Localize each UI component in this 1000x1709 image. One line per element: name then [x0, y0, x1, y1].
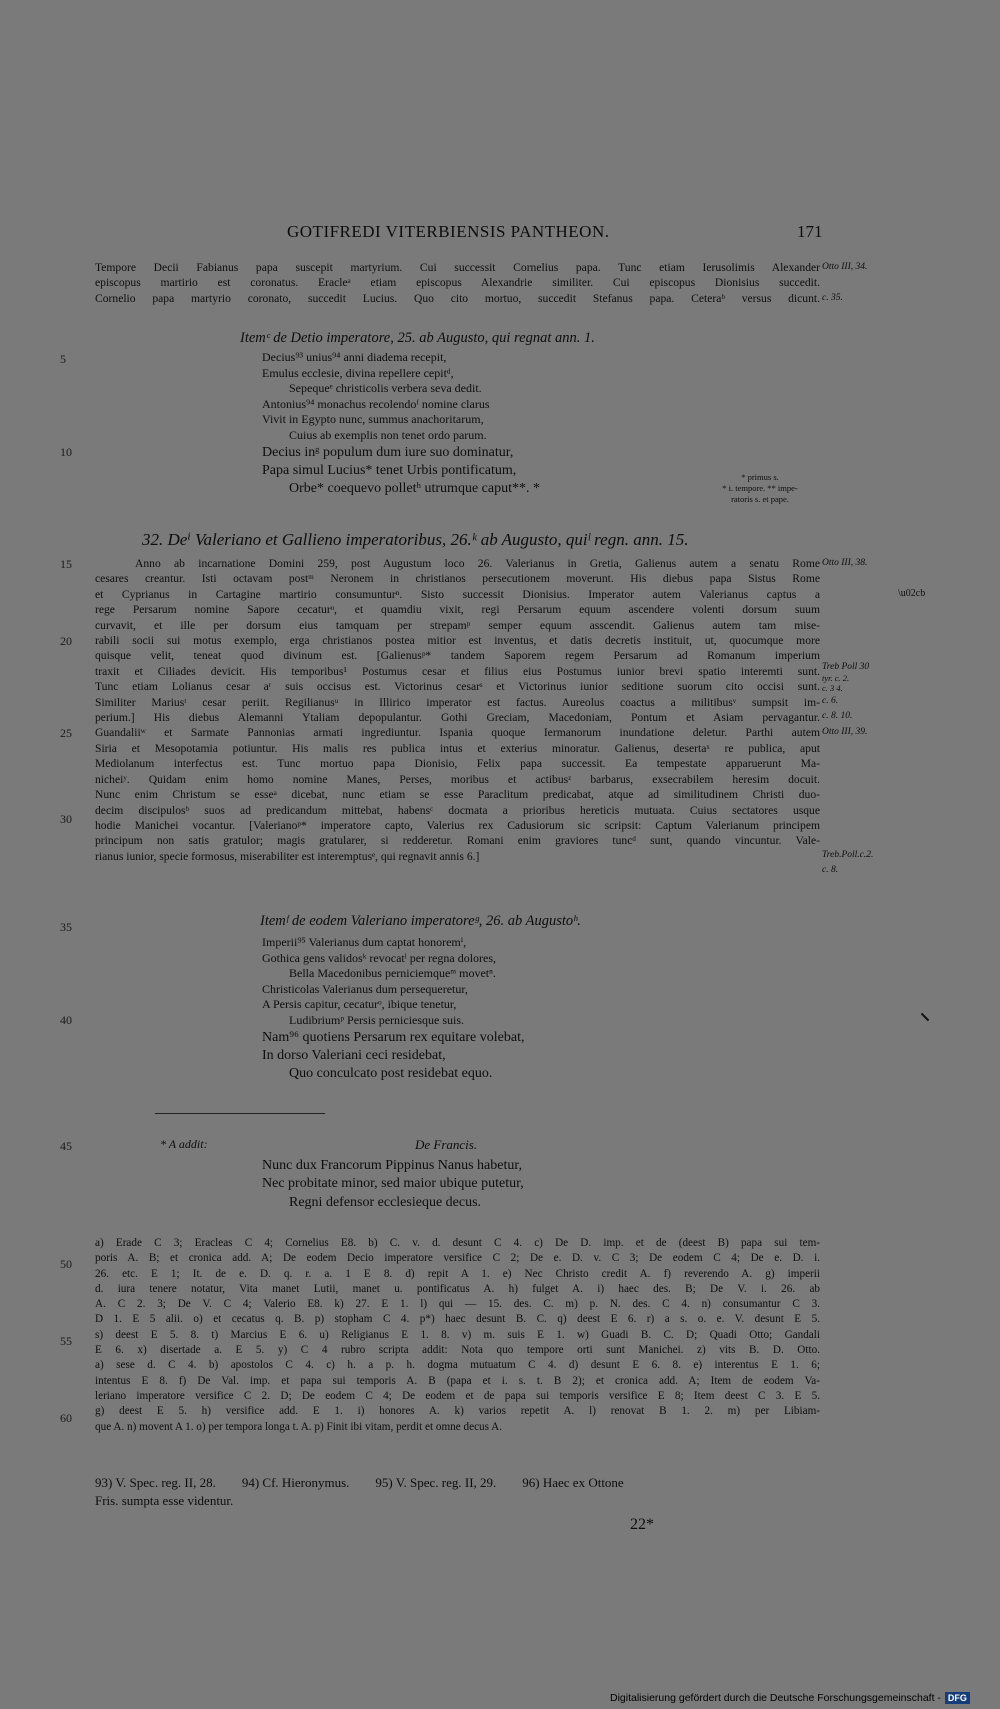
text-line: hodie Manichei vocantur. [Valerianoᵖ* imperatore capto, Valerius rex Cadusiorum sic scripsit: Captum Valerianum principem: [95, 818, 820, 832]
verse-line: Emulus ecclesie, divina repellere cepitᵈ,: [262, 365, 454, 380]
source-line: Fris. sumpta esse videntur.: [95, 1493, 234, 1508]
running-title: GOTIFREDI VITERBIENSIS PANTHEON.: [287, 222, 610, 241]
margin-note: Treb Poll 30: [822, 662, 870, 672]
footnote-line: leriano imperatore versifice C 2. D; De eodem C 4; De eodem et de papa sui temporis versifice E 8; Item deest C 3. E 5.: [95, 1389, 820, 1402]
footnote-line: d. iura tenere notatur, Vita manet Lutii, manet u. pontificatus A. h) fulget A. i) haec des. B; De V. i. 26. ab: [95, 1282, 820, 1295]
footnote-line: 26. etc. E 1; It. de e. D. q. r. a. 1 E 8. d) repit A 1. e) Nec Christo credit A. f) reverendo A. g) imperii: [95, 1267, 820, 1280]
addendum-title: De Francis.: [415, 1137, 478, 1152]
text-line: nicheiʸ. Quidam enim homo nomine Manes, Perses, moribus et actibusᶻ barbarus, exsecrabilem heresim docuit.: [95, 772, 820, 786]
verse-line: Ludibriumᵖ Persis perniciesque suis.: [289, 1012, 465, 1027]
line-number: 15: [60, 557, 72, 571]
margin-note: c. 8.: [822, 865, 839, 875]
verse-line: Christicolas Valerianus dum persequeretur,: [262, 981, 468, 996]
text-line: Siria et Mesopotamia potiuntur. His malis res publica intus et exterius minoratur. Galienus, desertaˣ re publica, aput: [95, 741, 820, 755]
chapter-heading: 32. Deⁱ Valeriano et Gallieno imperatoribus, 26.ᵏ ab Augusto, quiˡ regn. ann. 15.: [142, 530, 689, 549]
verse-line: Bella Macedonibus perniciemqueᵐ movetⁿ.: [289, 966, 496, 981]
divider-rule: [155, 1113, 325, 1114]
line-number: 45: [60, 1139, 72, 1153]
margin-note: Otto III, 38.: [822, 558, 868, 568]
text-line: decim discipulosᵇ suos ad predicandum mittebat, habensᶜ docmata a prioribus hereticis mutuata. Cuius sectatores usque: [95, 803, 820, 817]
footnote-line: E 6. x) disertade a. E 5. y) C 4 rubro scripta addit: Nota quo tempore orti sunt Manichei. z) vits B. D. Otto.: [95, 1344, 820, 1357]
text-line: Similiter Mariusᵗ cesar periit. Regilianusᵘ in Illirico imperator est factus. Aureolus coactus a militibusᵛ sumpsit im-: [95, 695, 820, 709]
verse-line: Cuius ab exemplis non tenet ordo parum.: [289, 427, 487, 442]
margin-note: Otto III, 39.: [822, 727, 868, 737]
verse-line: Sepequeᵉ christicolis verbera seva dedit.: [289, 381, 482, 396]
text-line: Tempore Decii Fabianus papa suscepit martyrium. Cui successit Cornelius papa. Tunc etiam Ierusolimis Alexander: [95, 261, 820, 274]
interlinear-gloss: [700, 472, 820, 505]
footnote-line: intentus E 8. f) De Val. imp. et papa sui temporis A. B (papa et i. s. t. B 2); et cronica add. A; Item de eodem Va-: [95, 1374, 820, 1387]
stray-mark: [921, 1013, 929, 1021]
line-number: 30: [60, 812, 72, 826]
line-number: 35: [60, 920, 72, 934]
margin-note: c. 6.: [822, 696, 839, 706]
text-line: Nunc enim Christum se esseᵃ dicebat, nunc etiam se esse Paraclitum predicabat, atque ad similitudinem Christi duo-: [95, 788, 820, 802]
footnote-line: que A. n) movent A 1. o) per tempora longa t. A. p) Finit ibi vitam, perdit et omne decus A.: [95, 1420, 503, 1433]
footer-text: Digitalisierung gefördert durch die Deutsche Forschungsgemeinschaft -: [610, 1692, 941, 1704]
page-number: 171: [797, 222, 823, 241]
footnote-line: D 1. E 5 alii. o) et cecatus q. B. p) stopham C 4. p*) haec desunt B. C. q) deest E 6. r) a s. o. e. V. desunt E 5.: [95, 1313, 820, 1326]
source-notes: [95, 1474, 820, 1510]
verse-decius: [262, 350, 540, 498]
verse-line: Decius inᵍ populum dum iure suo dominatur,: [262, 444, 514, 460]
text-line: Tunc etiam Lolianus cesar aʳ suis occisus est. Victorinus cesarˢ et Victorinus iunior seditione suorum cito occisi sunt.: [95, 680, 820, 694]
text-line: Cornelio papa martyrio coronato, succedit Lucius. Quo cito mortuo, succedit Stefanus papa. Ceteraᵇ versus dicunt.: [95, 291, 820, 305]
verse-line: Quo conculcato post residebat equo.: [289, 1066, 493, 1082]
line-number: 50: [60, 1257, 72, 1271]
margin-note: Otto III, 34.: [822, 262, 868, 272]
line-number: 10: [60, 445, 72, 459]
section-heading: Itemᶜ de Detio imperatore, 25. ab Augusto, qui regnat ann. 1.: [240, 330, 595, 346]
text-line: principum non satis gratulor; magis gratularer, si redderetur. Romani enim graviores tuncᵈ sunt, quando vincuntur. Vale-: [95, 834, 820, 848]
verse-line: Imperii⁹⁵ Valerianus dum captat honoremⁱ,: [262, 935, 467, 949]
critical-apparatus: [95, 1236, 820, 1435]
footnote-line: A. C 2. 3; De V. C 4; Valerio E8. k) 27. E 1. l) qui — 15. des. C. m) p. N. des. C 4. n) consumantur C 3.: [95, 1298, 820, 1311]
margin-note: c. 35.: [822, 293, 843, 303]
verse-line: Papa simul Lucius* tenet Urbis pontificatum,: [262, 462, 517, 478]
verse-line: Vivit in Egypto nunc, summus anachoritarum,: [262, 412, 484, 427]
verse-line: A Persis capitur, cecaturᵒ, ibique tenetur,: [262, 997, 457, 1012]
text-line: Mediolanum interfectus est. Tunc mortuo papa Dionisio, Felix papa successit. Ea tempestate apparuerunt Ma-: [95, 757, 820, 771]
margin-note: Treb.Poll.c.2.: [822, 850, 874, 860]
line-number: 20: [60, 634, 72, 648]
stray-mark: \u02cb: [898, 588, 926, 599]
line-number: 25: [60, 726, 72, 740]
footnote-line: a) Erade C 3; Eracleas C 4; Cornelius E8. b) C. v. d. desunt C 4. c) De D. imp. et de (deest B) papa sui tem-: [95, 1237, 820, 1249]
text-line: traxit et Ciliades devicit. His temporibus¹ Postumus cesar et filius eius Postumus iunior brevi spatio interemti sunt.: [95, 664, 820, 678]
verse-line: Regni defensor ecclesieque decus.: [289, 1194, 482, 1210]
footnote-line: poris A. B; et cronica add. A; De eodem Decio imperatore versifice C 2; De e. D. v. C 3; De eodem C 4; De e. D. i.: [95, 1252, 820, 1265]
text-line: et Cyprianus in Cartagine martirio consumunturⁿ. Sisto successit Dionisius. Imperator autem Valerianus captus a: [95, 587, 820, 601]
paragraph-valerianus-prose: [95, 556, 820, 864]
verse-line: Antonius⁹⁴ monachus recolendoᶠ nomine clarus: [262, 396, 490, 411]
addendum-verse: [262, 1157, 524, 1212]
line-number: 55: [60, 1334, 72, 1348]
verse-line: Orbe* coequevo polletʰ utrumque caput**. *: [289, 481, 540, 497]
dfg-logo: DFG: [945, 1692, 970, 1704]
verse-line: Nunc dux Francorum Pippinus Nanus habetur,: [262, 1158, 522, 1173]
gloss-line: ratoris s. et pape.: [731, 494, 789, 504]
footnote-line: s) deest E 5. 8. t) Marcius E 6. u) Religianus E 1. 8. v) m. suis E 1. w) Guadi B. C. D; Quadi Otto; Gandali: [95, 1328, 820, 1341]
addendum-label: * A addit:: [160, 1137, 208, 1151]
source-line: 93) V. Spec. reg. II, 28. 94) Cf. Hieronymus. 95) V. Spec. reg. II, 29. 96) Haec ex Ottone: [95, 1475, 624, 1490]
text-line: episcopus martirio est coronatus. Eracleᵃ etiam episcopus Alexandrie similiter. Cui episcopus Dionisius succedit.: [95, 276, 820, 290]
verse-line: Nec probitate minor, sed maior ubique putetur,: [262, 1176, 524, 1192]
line-number: 40: [60, 1013, 72, 1027]
line-number: 5: [60, 352, 66, 366]
verse-line: Decius⁹³ unius⁹⁴ anni diadema recepit,: [262, 350, 447, 364]
text-line: rabili socii sui motus exemplo, erga christianos postea mitior est inventus, et datis decretis instituit, ut, quocumque more: [95, 634, 820, 648]
verse-line: Gothica gens validosᵏ revocatˡ per regna dolores,: [262, 950, 497, 965]
verse-line: Nam⁹⁶ quotiens Persarum rex equitare volebat,: [262, 1029, 525, 1045]
paragraph-decius-prose: [95, 260, 820, 306]
footnote-line: g) deest E 5. h) versifice add. E 1. i) honores A. k) varios repetit A. l) renovat B 1. 2. m) per Libiam-: [95, 1405, 820, 1418]
verse-line: In dorso Valeriani ceci residebat,: [262, 1047, 446, 1063]
digitization-footer: [610, 1692, 970, 1704]
page-header: [0, 222, 1000, 252]
text-line: perium.] His diebus Alemanni Ytaliam depopulantur. Gothi Greciam, Macedoniam, Pontum et Asiam pervagantur.: [95, 711, 820, 725]
sheet-signature: 22*: [630, 1516, 654, 1533]
text-line: curvavit, et ille per dorsum eius tamquam per strepamᵖ semper equum asscendit. Galienus autem tam mise-: [95, 618, 820, 632]
verse-valerianus: [262, 935, 524, 1083]
text-line: rege Persarum nomine Sapore cecaturᵒ, et quamdiu vixit, regi Persarum equum ascendere volenti dorsum suum: [95, 603, 820, 617]
text-line: quisque velit, teneat quod divinum est. [Galienusᵖ* tandem Saporem regem Persarum ad Romanum imperium: [95, 649, 820, 663]
margin-note: c. 3 4.: [822, 683, 843, 693]
margin-note: c. 8. 10.: [822, 711, 853, 721]
text-line: Anno ab incarnatione Domini 259, post Augustum loco 26. Valerianus in Gretia, Galienus autem a senatu Rome: [135, 557, 820, 570]
section-heading: Itemᶠ de eodem Valeriano imperatoreᵍ, 26. ab Augustoʰ.: [260, 913, 581, 929]
text-line: Guandaliiʷ et Sarmate Pannonias armati ingrediuntur. Ispania quoque Iermanorum inundatione deletur. Parthi autem: [95, 726, 820, 740]
text-line: rianus iunior, specie formosus, miserabiliter est interemptusᵉ, qui regnavit annis 6.]: [95, 849, 480, 863]
gloss-line: * primus s.: [741, 472, 779, 482]
line-number: 60: [60, 1411, 72, 1425]
text-line: cesares creantur. Isti octavam postᵐ Neronem in christianos persecutionem moverunt. His diebus papa Sistus Rome: [95, 572, 820, 586]
margin-note: tyr. c. 2.: [822, 673, 850, 683]
gloss-line: * i. tempore. ** impe-: [722, 483, 798, 493]
footnote-line: a) sese d. C 4. b) apostolos C 4. c) h. a p. h. dogma mutuatum C 4. d) desunt E 6. 8. e) interentus E 1. 6;: [95, 1359, 820, 1372]
